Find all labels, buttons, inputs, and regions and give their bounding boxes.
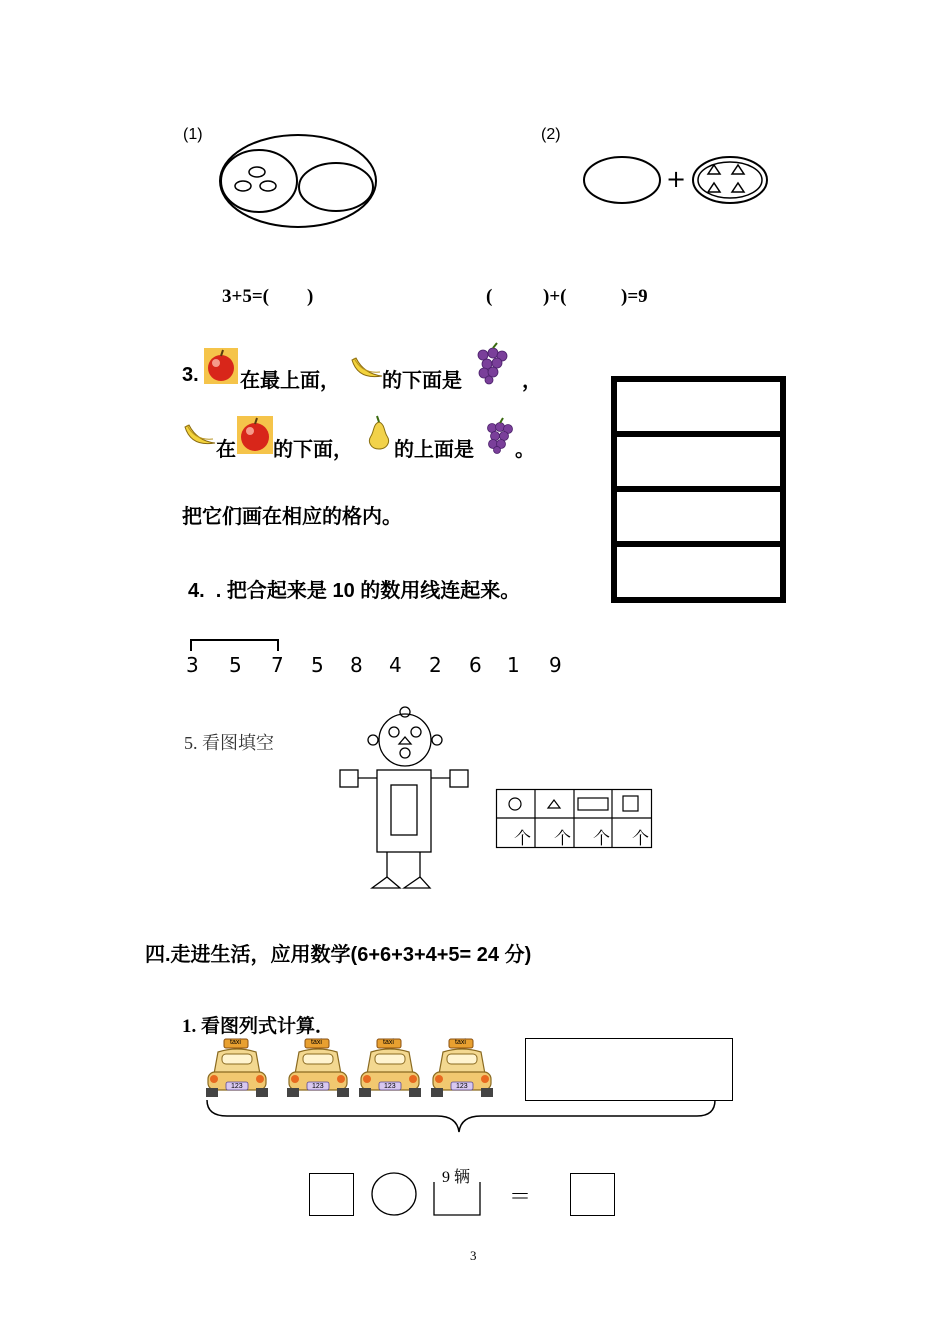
operator-circle[interactable]	[370, 1172, 420, 1218]
number-item[interactable]: 6	[469, 653, 482, 677]
number-item[interactable]: 1	[507, 653, 520, 677]
count-unit: 个	[593, 829, 610, 848]
label-1: (1)	[183, 126, 203, 143]
taxi-sign-text: taxi	[311, 1039, 322, 1046]
page-number: 3	[470, 1248, 477, 1263]
grapes-icon	[473, 343, 509, 385]
answer-square[interactable]	[432, 1172, 484, 1218]
q5-title: 5. 看图填空	[184, 733, 274, 753]
brace	[205, 1098, 720, 1138]
taxi-icon	[204, 1038, 270, 1098]
q3-text-1: 在最上面，	[240, 370, 340, 392]
answer-square[interactable]	[309, 1173, 354, 1216]
equation-1: 3+5=( )	[222, 286, 314, 307]
q3-text-5: 的下面，	[273, 439, 353, 461]
count-unit: 个	[632, 829, 649, 848]
apple-icon	[237, 416, 273, 454]
taxi-plate-text: 123	[456, 1083, 468, 1090]
taxi-plate-text: 123	[312, 1083, 324, 1090]
q3-number: 3.	[182, 364, 199, 386]
taxi-icon	[429, 1038, 495, 1098]
q3-text-6: 的上面是	[394, 439, 474, 461]
number-item[interactable]: 5	[311, 653, 324, 677]
q4-title: 4. . 把合起来是 10 的数用线连起来。	[188, 580, 521, 602]
count-unit: 个	[514, 829, 531, 848]
answer-square[interactable]	[570, 1173, 615, 1216]
equation-2-open: (	[486, 286, 493, 307]
number-item[interactable]: 3	[186, 653, 199, 677]
taxi-icon	[357, 1038, 423, 1098]
number-item[interactable]: 9	[549, 653, 562, 677]
answer-box[interactable]	[525, 1038, 733, 1101]
taxi-sign-text: taxi	[230, 1039, 241, 1046]
pear-icon	[365, 416, 393, 450]
equals-sign: ＝	[509, 1184, 532, 1209]
taxi-plate-text: 123	[384, 1083, 396, 1090]
q6-title: 1. 看图列式计算．	[182, 1016, 335, 1037]
number-item[interactable]: 8	[350, 653, 363, 677]
apple-icon	[204, 348, 238, 384]
connect-line-example	[190, 638, 280, 652]
grapes-icon	[484, 418, 514, 454]
section-title: 四.走进生活，应用数学(6+6+3+4+5= 24 分)	[145, 944, 532, 966]
number-item[interactable]: 2	[429, 653, 442, 677]
shelf-grid	[611, 376, 786, 603]
robot-figure	[336, 700, 476, 895]
q3-text-3: ，	[522, 370, 542, 392]
banana-icon	[183, 421, 217, 451]
banana-icon	[350, 354, 384, 384]
number-item[interactable]: 5	[229, 653, 242, 677]
label-2: (2)	[541, 126, 561, 143]
equation-2-end: )=9	[621, 286, 648, 307]
q3-text-7: 。	[515, 439, 535, 461]
svg-text:+: +	[666, 165, 687, 193]
number-item[interactable]: 7	[271, 653, 284, 677]
count-unit: 个	[554, 829, 571, 848]
q3-instruction: 把它们画在相应的格内。	[182, 506, 402, 528]
taxi-icon	[285, 1038, 351, 1098]
q3-text-2: 的下面是	[382, 370, 462, 392]
set-diagrams	[0, 0, 950, 260]
q3-text-4: 在	[216, 439, 236, 461]
number-item[interactable]: 4	[389, 653, 402, 677]
taxi-sign-text: taxi	[383, 1039, 394, 1046]
taxi-plate-text: 123	[231, 1083, 243, 1090]
equation-2-mid: )+(	[543, 286, 567, 307]
count-label: 9 辆	[442, 1169, 471, 1186]
taxi-sign-text: taxi	[455, 1039, 466, 1046]
